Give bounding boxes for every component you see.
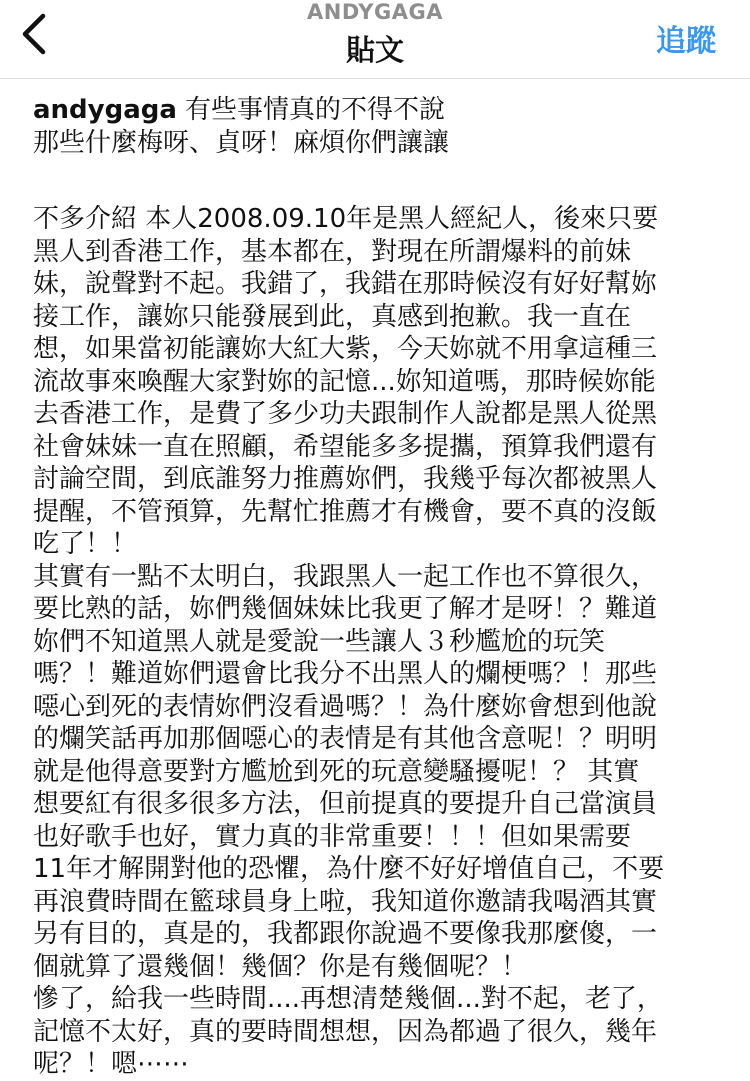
caption-line: 再浪費時間在籃球員身上啦，我知道你邀請我喝酒其實 xyxy=(33,886,658,917)
caption-first-line xyxy=(33,94,723,127)
caption-line: 也好歌手也好，實力真的非常重要！！！但如果需要 xyxy=(33,821,632,852)
caption-line: 去香港工作，是費了多少功夫跟制作人說都是黑人從黑 xyxy=(33,399,658,429)
caption-line: 個就算了還幾個！幾個？你是有幾個呢？！ xyxy=(33,951,528,982)
caption-line: 記憶不太好，真的要時間想想，因為都過了很久，幾年 xyxy=(33,1016,658,1047)
caption-line: 就是他得意要對方尷尬到死的玩意變騷擾呢！？ 其實 xyxy=(33,756,640,787)
caption-line: 吃了！！ xyxy=(33,529,138,559)
top-bar xyxy=(0,0,750,79)
caption-body xyxy=(33,203,723,1081)
caption-text: 有些事情真的不得不說 xyxy=(184,95,445,125)
follow-button[interactable]: 追蹤 xyxy=(656,24,716,59)
caption-line: 妹，說聲對不起。我錯了，我錯在那時候沒有好好幫妳 xyxy=(33,269,658,299)
caption-line: 要比熟的話，妳們幾個妹妹比我更了解才是呀！？難道 xyxy=(33,594,658,624)
caption-line: 其實有一點不太明白，我跟黑人一起工作也不算很久， xyxy=(33,561,658,592)
caption-line: 提醒，不管預算，先幫忙推薦才有機會，要不真的沒飯 xyxy=(33,496,658,527)
caption-line: 不多介紹 本人2008.09.10年是黑人經紀人，後來只要 xyxy=(33,204,659,234)
caption-line: 黑人到香港工作，基本都在，對現在所謂爆料的前妹 xyxy=(33,236,632,267)
caption-line: 社會妹妹一直在照顧，希望能多多提攜，預算我們還有 xyxy=(33,431,658,462)
caption-line: 接工作，讓妳只能發展到此，真感到抱歉。我一直在 xyxy=(33,301,632,332)
caption-line: 慘了，給我一些時間....再想清楚幾個...對不起，老了， xyxy=(33,984,663,1014)
caption-line: 另有目的，真是的，我都跟你說過不要像我那麼傻，一 xyxy=(33,919,658,949)
caption-line: 想要紅有很多很多方法，但前提真的要提升自己當演員 xyxy=(33,789,658,819)
caption-line: 想，如果當初能讓妳大紅大紫，今天妳就不用拿這種三 xyxy=(33,334,658,364)
caption-line: 討論空間，到底誰努力推薦妳們，我幾乎每次都被黑人 xyxy=(33,464,658,494)
caption-line: 的爛笑話再加那個噁心的表情是有其他含意呢！？明明 xyxy=(33,724,658,754)
caption-line: 嗎？！難道妳們還會比我分不出黑人的爛梗嗎？！那些 xyxy=(33,659,658,689)
caption-line: 妳們不知道黑人就是愛說一些讓人３秒尷尬的玩笑 xyxy=(33,626,606,657)
username-link[interactable]: andygaga xyxy=(33,95,177,125)
caption-line: 噁心到死的表情妳們沒看過嗎？！為什麼妳會想到他說 xyxy=(33,691,658,722)
account-handle: ANDYGAGA xyxy=(307,0,443,24)
post-caption xyxy=(33,94,723,1081)
caption-second-line: 那些什麼梅呀、貞呀！麻煩你們讓讓 xyxy=(33,127,450,158)
caption-line: 流故事來喚醒大家對妳的記憶...妳知道嗎，那時候妳能 xyxy=(33,366,656,397)
spacer xyxy=(33,159,723,203)
page-title: 貼文 xyxy=(345,33,404,67)
caption-line: 呢？！嗯⋯⋯ xyxy=(33,1049,190,1079)
caption-line: 11年才解開對他的恐懼，為什麼不好好增值自己，不要 xyxy=(33,854,665,884)
